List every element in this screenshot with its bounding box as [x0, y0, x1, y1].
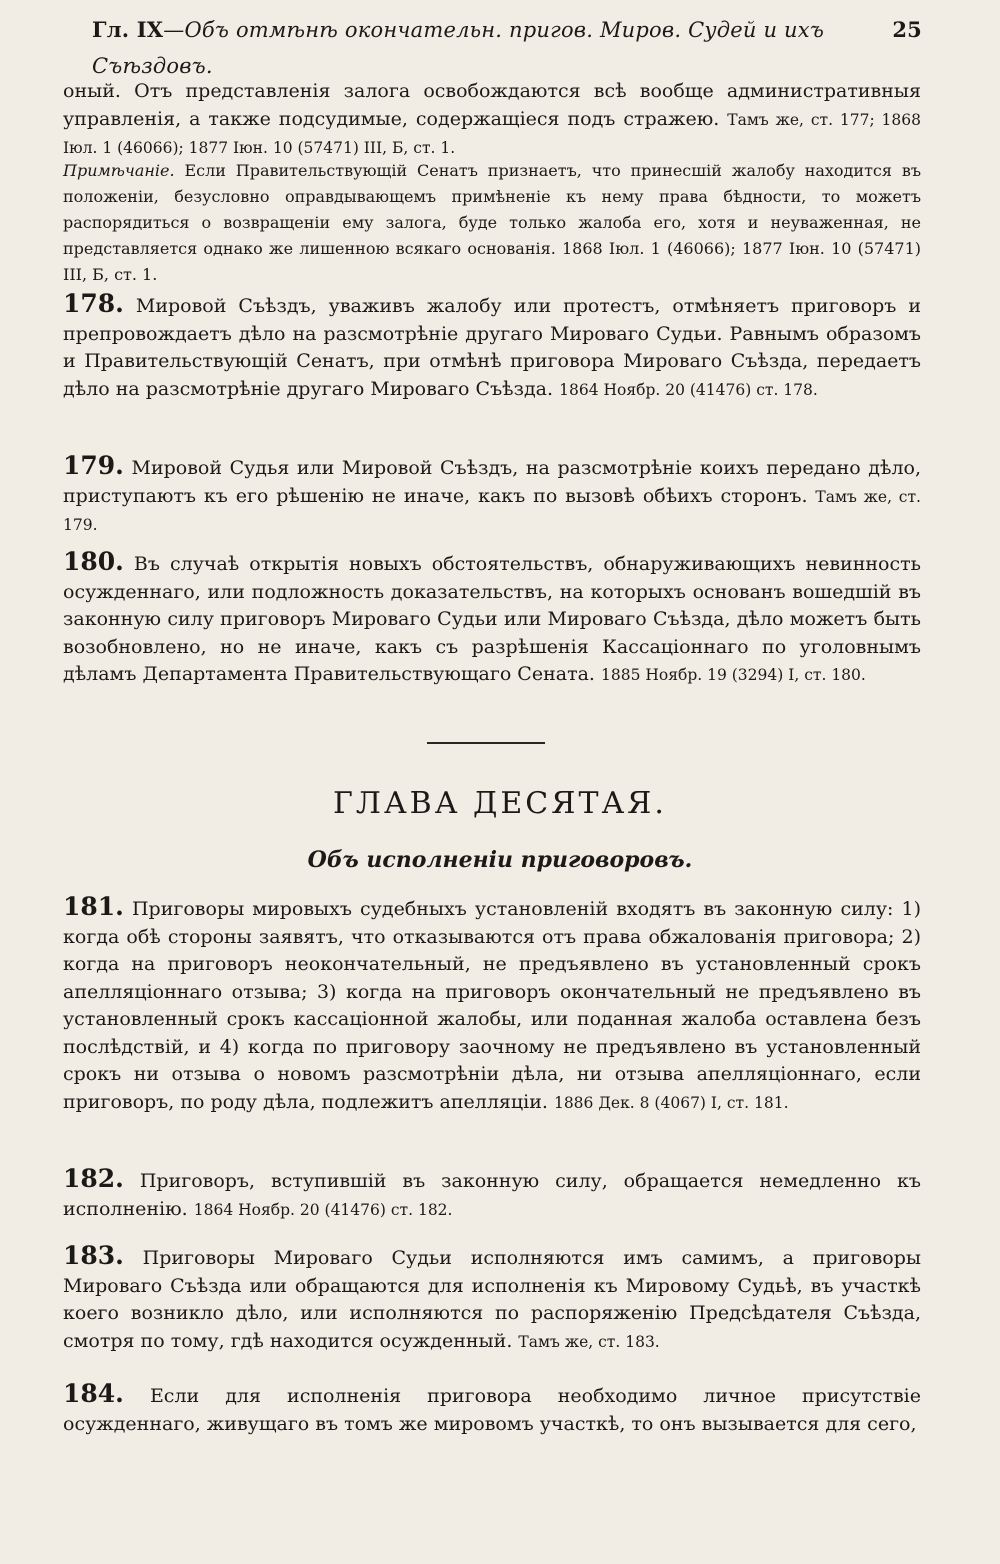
note-paragraph — [63, 158, 921, 288]
article-text: Мировой Съѣздъ, уваживъ жалобу или протестъ, отмѣняетъ приговоръ и препровождаетъ дѣло на разсмотрѣніе другаго Мироваго Судьи. Равнымъ образомъ и Правительствующій Сенатъ, при отмѣнѣ приговора Мироваго Съѣзда, передаетъ дѣло на разсмотрѣніе другаго Мироваго Съѣзда. — [63, 295, 921, 400]
article-184 — [63, 1380, 921, 1438]
header-title: —Объ отмѣнѣ окончательн. пригов. Миров. Судей и ихъ Съѣздовъ. — [92, 18, 825, 78]
note-text: Если Правительствующій Сенатъ признаетъ, что принесшій жалобу находится въ положеніи, безусловно оправдывающемъ примѣненіе къ нему права бѣдности, то можетъ распорядиться о возвращеніи ему залога, буде только жалоба его, хотя и неуваженная, не представляется однако же лишенною всякаго основанія. — [63, 161, 921, 258]
article-ref: 1864 Ноябр. 20 (41476) ст. 178. — [559, 380, 818, 399]
article-ref: 1885 Ноябр. 19 (3294) I, ст. 180. — [601, 666, 866, 684]
page-number: 25 — [892, 17, 922, 42]
article-182 — [63, 1165, 921, 1224]
header-chapter: Гл. IX — [92, 17, 164, 42]
intro-text: оный. Отъ представленія залога освобождаются всѣ вообще административныя управленія, а также подсудимые, содержащіеся подъ стражею. — [63, 80, 921, 130]
article-183 — [63, 1242, 921, 1356]
section-divider — [427, 742, 545, 744]
article-number: 178. — [63, 289, 124, 318]
article-181 — [63, 893, 921, 1117]
article-text: Мировой Судья или Мировой Съѣздъ, на разсмотрѣніе коихъ передано дѣло, приступаютъ къ его рѣшенію не иначе, какъ по вызовѣ обѣихъ сторонъ. — [63, 457, 921, 507]
article-number: 179. — [63, 451, 124, 480]
article-178 — [63, 290, 921, 404]
intro-paragraph — [63, 78, 921, 163]
article-text: Приговоры Мироваго Судьи исполняются имъ самимъ, а приговоры Мироваго Съѣзда или обращаются для исполненія къ Мировому Судьѣ, въ участкѣ коего возникло дѣло, или исполняются по распоряженію Предсѣдателя Съѣзда, смотря по тому, гдѣ находится осужденный. — [63, 1247, 921, 1352]
article-number: 180. — [63, 547, 124, 576]
chapter-subtitle: Объ исполненіи приговоровъ. — [307, 847, 693, 873]
article-number: 183. — [63, 1241, 124, 1270]
article-number: 182. — [63, 1164, 124, 1193]
article-number: 184. — [63, 1379, 124, 1408]
article-ref: 1886 Дек. 8 (4067) I, ст. 181. — [553, 1093, 789, 1112]
running-head — [92, 12, 922, 78]
chapter-title: ГЛАВА ДЕСЯТАЯ. — [333, 786, 667, 821]
note-label: Примѣчаніе. — [63, 161, 175, 180]
note-ref: 1868 Іюл. 1 (46066); 1877 Іюн. 10 (57471) III, Б, ст. 1. — [63, 239, 922, 284]
article-179 — [63, 452, 921, 540]
article-ref: 1864 Ноябр. 20 (41476) ст. 182. — [193, 1200, 453, 1219]
article-ref: Тамъ же, ст. 183. — [518, 1332, 660, 1351]
article-text: Въ случаѣ открытія новыхъ обстоятельствъ, обнаруживающихъ невинность осужденнаго, или подложность доказательствъ, на которыхъ основанъ вошедшій въ законную силу приговоръ Мироваго Судьи или Мироваго Съѣзда, дѣло можетъ быть возобновлено, но не иначе, какъ съ разрѣшенія Кассаціоннаго по уголовнымъ дѣламъ Департамента Правительствующаго Сената. — [63, 553, 921, 685]
article-number: 181. — [63, 892, 124, 921]
article-text: Приговоръ, вступившій въ законную силу, обращается немедленно къ исполненію. — [63, 1170, 921, 1220]
intro-ref: Тамъ же, ст. 177; 1868 Іюл. 1 (46066); 1877 Іюн. 10 (57471) III, Б, ст. 1. — [63, 110, 921, 157]
article-ref: Тамъ же, ст. 179. — [63, 487, 921, 534]
article-text: Приговоры мировыхъ судебныхъ установленій входятъ въ законную силу: 1) когда обѣ стороны заявятъ, что отказываются отъ права обжалованія приговора; 2) когда на приговоръ неокончательный, не предъявлено въ установленный срокъ апелляціоннаго отзыва; 3) когда на приговоръ окончательный не предъявлено въ установленный срокъ кассаціонной жалобы, или поданная жалоба оставлена безъ послѣдствій, и 4) когда по приговору заочному не предъявлено въ установленный срокъ ни отзыва о новомъ разсмотрѣніи дѣла, ни отзыва апелляціоннаго, если приговоръ, по роду дѣла, подлежитъ апелляціи. — [63, 898, 921, 1113]
article-text: Если для исполненія приговора необходимо личное присутствіе осужденнаго, живущаго въ томъ же мировомъ участкѣ, то онъ вызывается для сего, — [63, 1385, 921, 1435]
article-180 — [63, 548, 921, 690]
